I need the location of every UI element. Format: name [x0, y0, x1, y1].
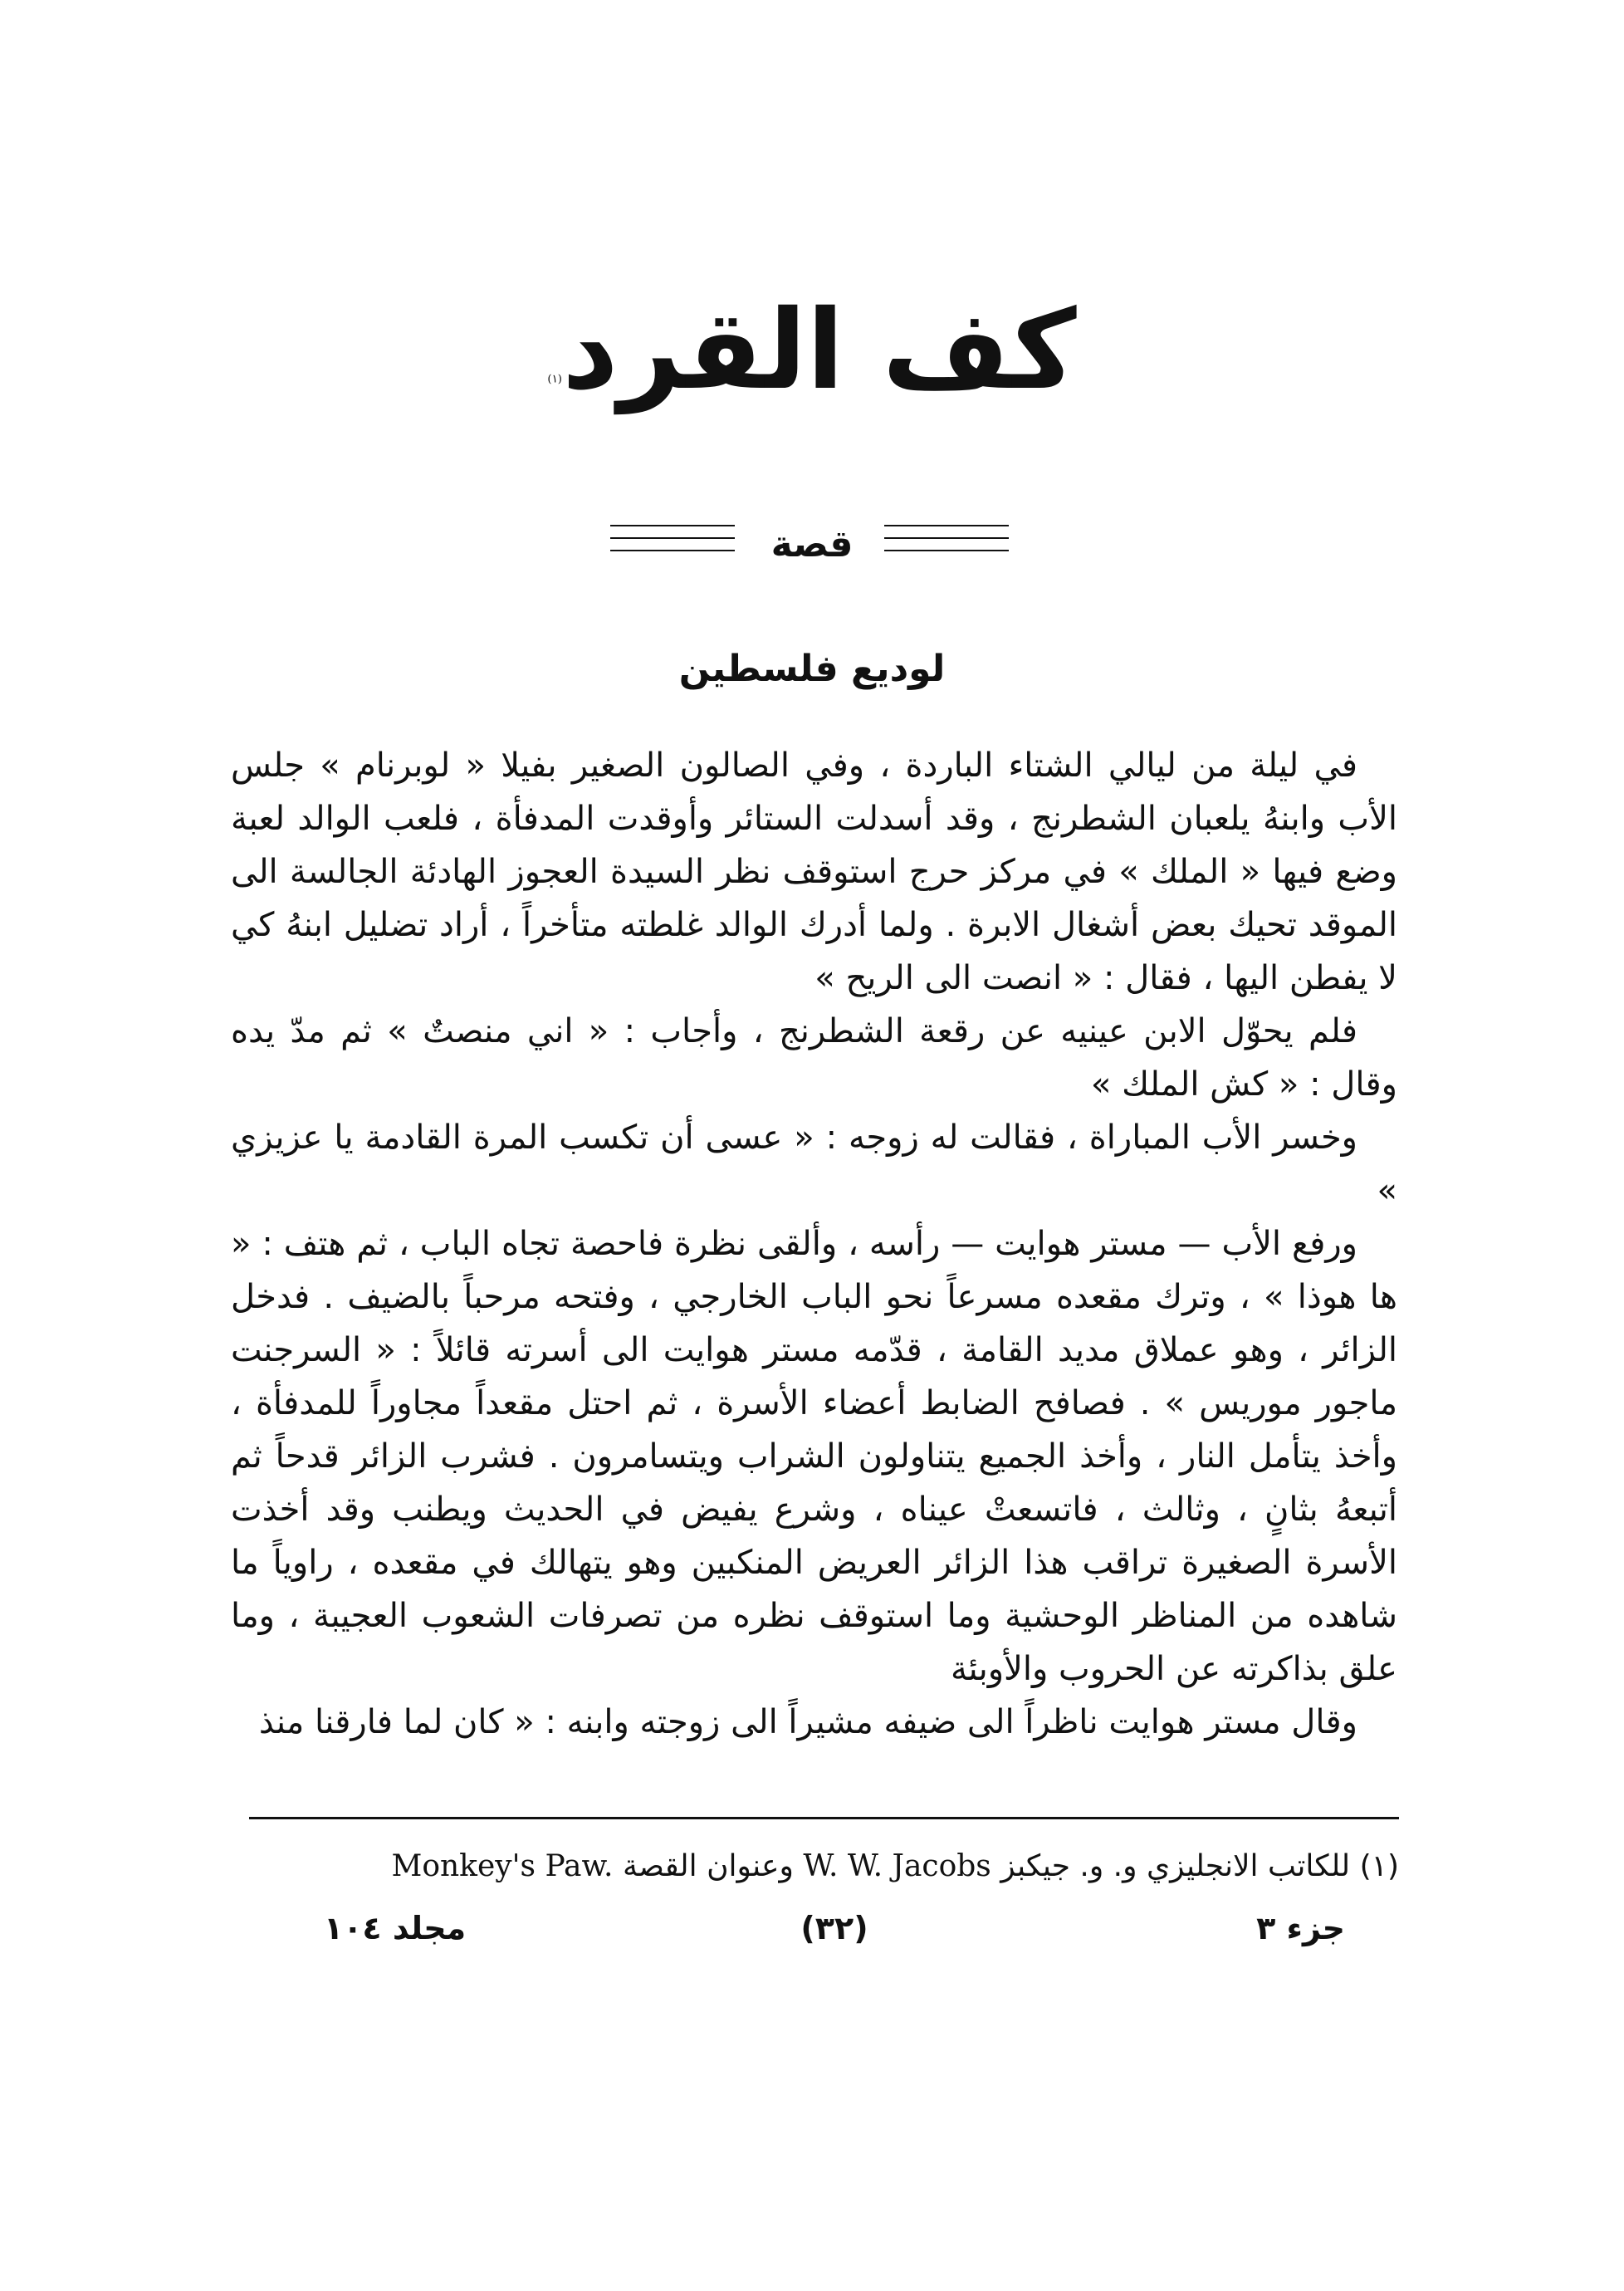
footnote-author-en: W. W. Jacobs	[803, 1849, 991, 1883]
footnote-text-2: وعنوان القصة	[622, 1849, 794, 1883]
paragraph: ورفع الأب — مستر هوايت — رأسه ، وألقى نظرة فاحصة تجاه الباب ، ثم هتف : « ها هوذا » ، وترك مقعده مسرعاً نحو الباب الخارجي ، وفتحه مرحباً بالضيف . فدخل الزائر ، وهو عملاق مديد القامة ، قدّمه مستر هوايت الى أسرته قائلاً : « السرجنت ماجور موريس » . فصافح الضابط أعضاء الأسرة ، ثم احتل مقعداً مجاوراً للمدفأة ، وأخذ يتأمل النار ، وأخذ الجميع يتناولون الشراب ويتسامرون . فشرب الزائر قدحاً ثم أتبعهُ بثانٍ ، وثالث ، فاتسعتْ عيناه ، وشرع يفيض في الحديث ويطنب وقد أخذت الأسرة الصغيرة تراقب هذا الزائر العريض المنكبين وهو يتهالك في مقعده ، راوياً ما شاهده من المناظر الوحشية وما استوقف نظره من تصرفات الشعوب العجيبة ، وما علق بذاكرته عن الحروب والأوبئة	[231, 1225, 1397, 1688]
footnote-text: للكاتب الانجليزي و. و. جيكبز	[1000, 1849, 1351, 1883]
title-block	[0, 286, 1624, 414]
genre-label: قصة	[770, 523, 854, 565]
title-footnote-marker: (١)	[547, 373, 562, 386]
footnote-divider	[249, 1817, 1399, 1819]
paragraph: في ليلة من ليالي الشتاء الباردة ، وفي الصالون الصغير بفيلا « لوبرنام » جلس الأب وابنهُ يلعبان الشطرنج ، وقد أسدلت الستائر وأوقدت المدفأة ، فلعب الوالد لعبة وضع فيها « الملك » في مركز حرج استوقف نظر السيدة العجوز الهادئة الجالسة الى الموقد تحيك بعض أشغال الابرة . ولما أدرك الوالد غلطته متأخراً ، أراد تضليل ابنهُ كي لا يفطن اليها ، فقال : « انصت الى الريح »	[231, 747, 1397, 997]
paragraph: فلم يحوّل الابن عينيه عن رقعة الشطرنج ، وأجاب : « اني منصتٌ » ثم مدّ يده وقال : « كش الملك »	[231, 1012, 1397, 1104]
paragraph: وقال مستر هوايت ناظراً الى ضيفه مشيراً الى زوجته وابنه : « كان لما فارقنا منذ	[258, 1703, 1357, 1741]
story-body	[231, 739, 1397, 1749]
part-number: جزء ٣	[1256, 1910, 1345, 1946]
footnote	[249, 1843, 1399, 1893]
genre-ornament	[0, 507, 1624, 581]
page-footer	[324, 1910, 1345, 1960]
ornament-lines-right	[884, 525, 1009, 562]
story-title: كف القرد	[561, 286, 1077, 414]
page-number: (٣٢)	[800, 1910, 868, 1946]
footnote-title-en: Monkey's Paw.	[391, 1849, 614, 1883]
footnote-marker: (١)	[1359, 1849, 1399, 1883]
paragraph: وخسر الأب المباراة ، فقالت له زوجه : « عسى أن تكسب المرة القادمة يا عزيزي »	[231, 1119, 1397, 1210]
volume-number: مجلد ١٠٤	[324, 1910, 467, 1946]
author-byline: لوديع فلسطين	[678, 648, 946, 690]
